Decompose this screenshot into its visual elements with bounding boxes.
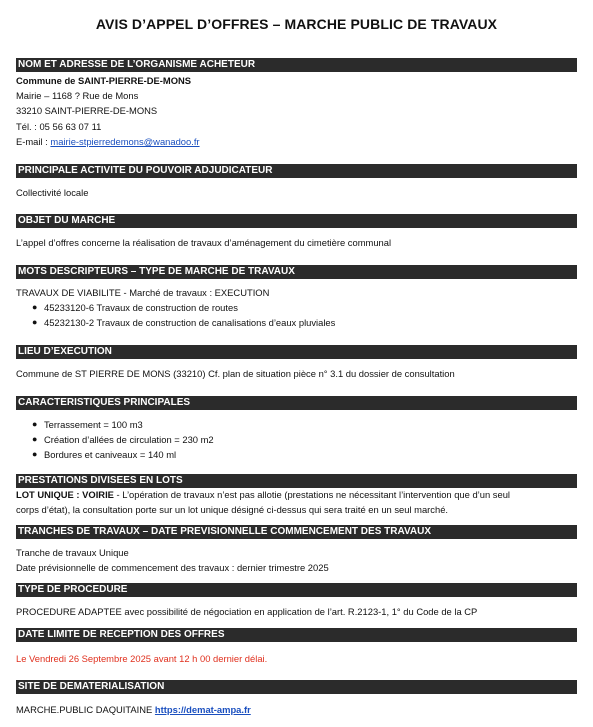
tranches-line2: Date prévisionnelle de commencement des travaux : dernier trimestre 2025 [16, 562, 329, 574]
section-heading-procedure: TYPE DE PROCEDURE [16, 583, 577, 597]
buyer-address-line2: 33210 SAINT-PIERRE-DE-MONS [16, 105, 158, 117]
section-activity [16, 164, 577, 200]
procedure-text: PROCEDURE ADAPTEE avec possibilité de négociation en application de l’art. R.2123-1, 1° du Code de la CP [16, 606, 478, 617]
section-tranches [16, 525, 577, 575]
buyer-email-link[interactable]: mairie-stpierredemons@wanadoo.fr [50, 135, 200, 147]
list-item: ● Bordures et caniveaux = 140 ml [32, 449, 177, 460]
deadline-text: Le Vendredi 26 Septembre 2025 avant 12 h 00 dernier délai. [16, 653, 268, 664]
descriptors-text: TRAVAUX DE VIABILITE - Marché de travaux : EXECUTION [16, 287, 270, 298]
section-location [16, 345, 577, 381]
buyer-name: Commune de SAINT-PIERRE-DE-MONS [16, 75, 192, 86]
section-heading-location: LIEU D’EXECUTION [16, 345, 577, 359]
demat-row [16, 702, 577, 717]
section-procedure [16, 583, 577, 619]
section-deadline [16, 628, 577, 666]
list-item: ● Terrassement = 100 m3 [32, 419, 143, 430]
bullet-icon: ● [32, 317, 38, 328]
section-heading-tranches: TRANCHES DE TRAVAUX – DATE PREVISIONNELLE COMMENCEMENT DES TRAVAUX [16, 525, 577, 539]
section-object [16, 214, 577, 250]
activity-text: Collectivité locale [16, 187, 89, 198]
section-heading-dematerialisation: SITE DE DEMATERIALISATION [16, 680, 577, 694]
demat-label: MARCHE.PUBLIC DAQUITAINE [16, 704, 155, 715]
buyer-email-label: E-mail : [16, 135, 51, 147]
section-dematerialisation [16, 680, 577, 717]
section-buyer [16, 58, 577, 149]
buyer-address-line1: Mairie – 1168 ? Rue de Mons [16, 90, 139, 102]
tranches-line1: Tranche de travaux Unique [16, 547, 129, 558]
section-heading-lots: PRESTATIONS DIVISEES EN LOTS [16, 474, 577, 488]
lots-text-line2: corps d’état), la consultation porte sur un lot unique désigné ci-dessus qui sera traité en un seul marché. [16, 503, 449, 515]
section-heading-deadline: DATE LIMITE DE RECEPTION DES OFFRES [16, 628, 577, 642]
lot-label: LOT UNIQUE : VOIRIE [16, 489, 114, 500]
list-item: ● Création d’allées de circulation = 230 m2 [32, 434, 214, 445]
section-heading-activity: PRINCIPALE ACTIVITE DU POUVOIR ADJUDICATEUR [16, 164, 577, 178]
page-title: AVIS D’APPEL D’OFFRES – MARCHE PUBLIC DE TRAVAUX [95, 16, 498, 32]
bullet-icon: ● [32, 419, 38, 429]
object-text: L’appel d’offres concerne la réalisation de travaux d’aménagement du cimetière communal [16, 237, 392, 248]
section-characteristics [16, 396, 577, 462]
list-item: ● 45233120-6 Travaux de construction de routes [32, 302, 238, 314]
section-heading-object: OBJET DU MARCHE [16, 214, 577, 228]
lots-text-line1: - L’opération de travaux n’est pas allotie (prestations ne nécessitant l’intervention que d’un seul [113, 489, 510, 500]
lots-text [16, 488, 577, 503]
section-heading-buyer: NOM ET ADRESSE DE L’ORGANISME ACHETEUR [16, 58, 577, 72]
bullet-icon: ● [32, 449, 38, 459]
descriptors-list [16, 300, 577, 330]
buyer-email-row [16, 134, 577, 149]
buyer-phone: Tél. : 05 56 63 07 11 [16, 120, 102, 132]
location-text: Commune de ST PIERRE DE MONS (33210) Cf. plan de situation pièce n° 3.1 du dossier de consultation [16, 368, 455, 379]
section-lots [16, 474, 577, 517]
bullet-icon: ● [32, 434, 38, 444]
section-heading-characteristics: CARACTERISTIQUES PRINCIPALES [16, 396, 577, 410]
demat-link[interactable]: https://demat-ampa.fr [154, 704, 251, 715]
section-heading-descriptors: MOTS DESCRIPTEURS – TYPE DE MARCHE DE TRAVAUX [16, 265, 577, 279]
list-item: ● 45232130-2 Travaux de construction de canalisations d’eaux pluviales [32, 317, 336, 329]
bullet-icon: ● [32, 302, 38, 313]
characteristics-list [16, 417, 577, 462]
section-descriptors [16, 265, 577, 330]
